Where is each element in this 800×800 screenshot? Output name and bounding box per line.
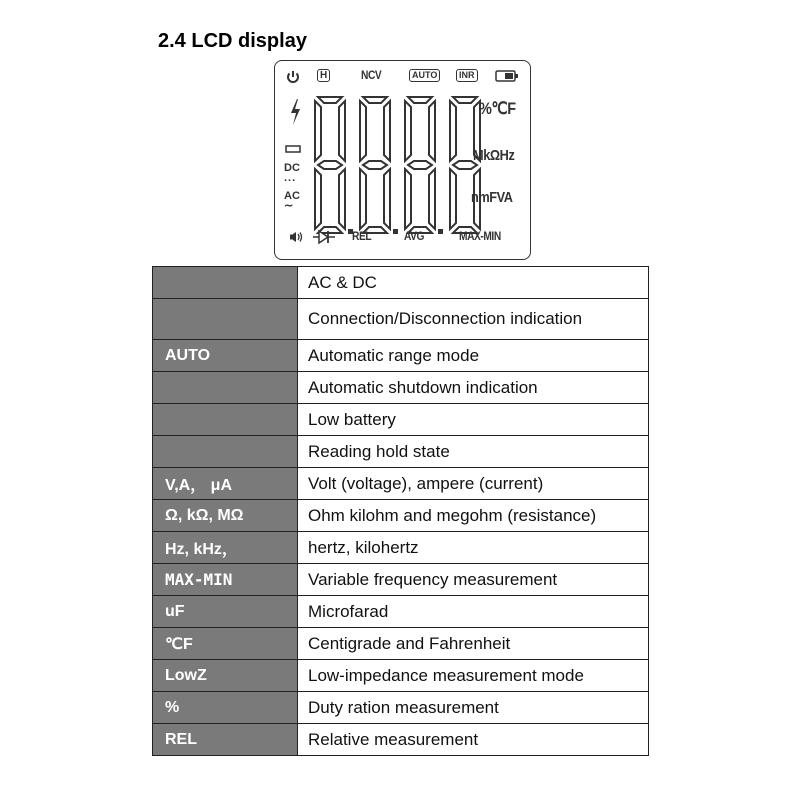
description-cell: Duty ration measurement <box>298 692 649 724</box>
ac-label: AC ∼ <box>284 190 300 212</box>
symbol-cell: % <box>153 692 298 724</box>
avg-label: AVG <box>404 229 425 243</box>
table-row <box>153 596 649 628</box>
resistance-freq-units: MkΩHz <box>473 147 515 164</box>
description-cell: Automatic shutdown indication <box>298 372 649 404</box>
symbol-cell: uF <box>153 596 298 628</box>
symbol-cell: Hz, kHz， <box>153 532 298 564</box>
table-row <box>153 372 649 404</box>
symbol-cell <box>153 372 298 404</box>
description-cell: Ohm kilohm and megohm (resistance) <box>298 500 649 532</box>
power-icon <box>285 69 301 85</box>
description-cell: Reading hold state <box>298 436 649 468</box>
table-row <box>153 299 649 340</box>
table-row <box>153 660 649 692</box>
inr-label: INR <box>456 69 478 82</box>
minus-icon <box>285 145 301 153</box>
symbol-cell <box>153 267 298 299</box>
description-cell: Automatic range mode <box>298 340 649 372</box>
lcd-display <box>274 60 531 260</box>
symbol-cell: V,A， μA <box>153 468 298 500</box>
description-cell: Microfarad <box>298 596 649 628</box>
description-cell: Low-impedance measurement mode <box>298 660 649 692</box>
description-cell: AC & DC <box>298 267 649 299</box>
symbol-cell <box>153 436 298 468</box>
maxmin-label: MAX-MIN <box>459 229 501 243</box>
ncv-label: NCV <box>361 68 382 82</box>
description-cell: Variable frequency measurement <box>298 564 649 596</box>
description-cell: Centigrade and Fahrenheit <box>298 628 649 660</box>
symbol-cell: Ω, kΩ, MΩ <box>153 500 298 532</box>
table-row <box>153 500 649 532</box>
symbol-table <box>152 266 649 756</box>
diode-icon <box>312 229 336 245</box>
description-cell: Connection/Disconnection indication <box>298 299 649 340</box>
lcd-digits <box>310 95 490 245</box>
auto-label: AUTO <box>409 69 440 82</box>
buzzer-icon <box>287 231 303 243</box>
battery-icon <box>495 70 519 82</box>
table-row <box>153 468 649 500</box>
description-cell: hertz, kilohertz <box>298 532 649 564</box>
table-row <box>153 692 649 724</box>
table-row <box>153 267 649 299</box>
description-cell: Relative measurement <box>298 724 649 756</box>
rel-label: REL <box>352 229 372 243</box>
table-row <box>153 724 649 756</box>
cap-volt-amp-units: nmFVA <box>471 189 513 206</box>
symbol-cell: AUTO <box>153 340 298 372</box>
symbol-cell <box>153 299 298 340</box>
table-row <box>153 436 649 468</box>
table-row <box>153 340 649 372</box>
dc-label: DC ... <box>284 162 300 184</box>
description-cell: Low battery <box>298 404 649 436</box>
table-row <box>153 564 649 596</box>
percent-temp-units: %℃F <box>479 99 516 118</box>
table-row <box>153 532 649 564</box>
table-row <box>153 404 649 436</box>
hold-icon: H <box>317 69 330 82</box>
symbol-cell: LowZ <box>153 660 298 692</box>
symbol-cell: REL <box>153 724 298 756</box>
symbol-cell: ℃F <box>153 628 298 660</box>
symbol-cell: MAX-MIN <box>153 564 298 596</box>
symbol-cell <box>153 404 298 436</box>
lightning-icon <box>288 98 302 126</box>
section-title: 2.4 LCD display <box>158 30 307 52</box>
description-cell: Volt (voltage), ampere (current) <box>298 468 649 500</box>
table-row <box>153 628 649 660</box>
